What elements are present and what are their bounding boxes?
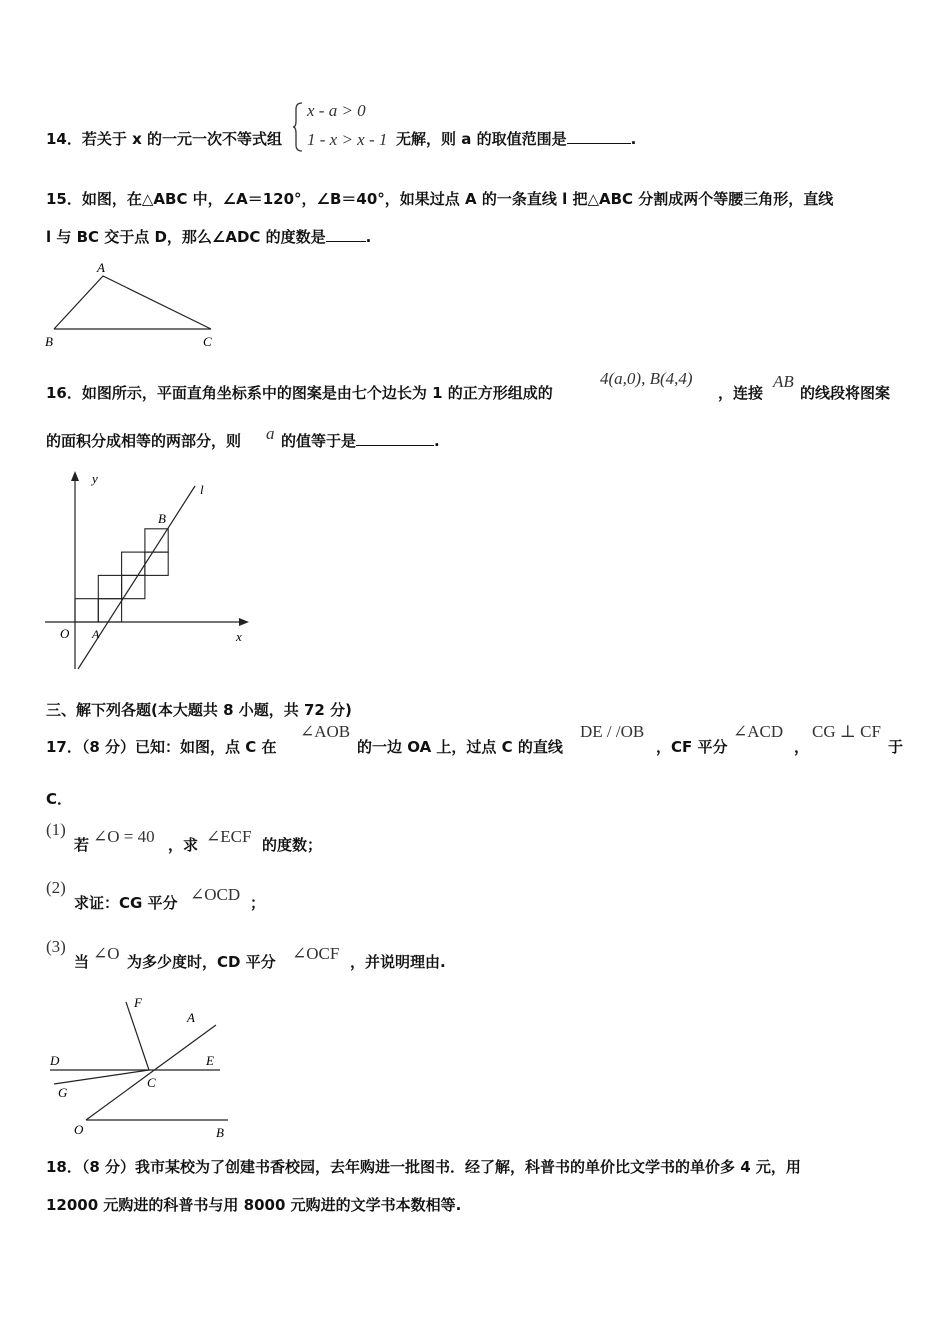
label-O: O <box>60 626 70 641</box>
label-B: B <box>45 334 53 349</box>
q15-line1: 15．如图，在△ABC 中，∠A＝120°，∠B＝40°，如果过点 A 的一条直线 l 把△ABC 分割成两个等腰三角形，直线 <box>46 190 834 208</box>
q17-sub1-c: 的度数； <box>262 836 323 854</box>
q17-cg-cf: CG ⊥ CF <box>812 722 881 741</box>
label-D: D <box>50 1053 60 1068</box>
q17-sub3-m1: ∠O <box>93 944 120 963</box>
label-F: F <box>134 995 142 1010</box>
label-A: A <box>92 627 100 641</box>
section-3-heading: 三、解下列各题(本大题共 8 小题，共 72 分) <box>46 701 352 719</box>
q16-text-c: 的线段将图案 <box>800 384 891 402</box>
q16-line2-a: 的面积分成相等的两部分，则 <box>46 432 242 450</box>
q15-line2: l 与 BC 交于点 D，那么∠ADC 的度数是 . <box>46 228 372 246</box>
q14-text-b: 无解，则 a 的取值范围是 . <box>396 130 637 148</box>
label-C: C <box>203 334 212 349</box>
label-A: A <box>187 1010 195 1025</box>
q14-text: 14．若关于 x 的一元一次不等式组 <box>46 130 282 148</box>
q17-tail: 于 <box>888 738 904 756</box>
label-B: B <box>216 1125 224 1140</box>
q17-sub3-c: ，并说明理由. <box>350 953 446 971</box>
q16-var-a: a <box>266 424 275 443</box>
ray-CF <box>126 1002 149 1070</box>
q14-system-line1: x - a > 0 <box>307 101 366 120</box>
ray-CG <box>54 1070 149 1084</box>
q17-sub3-num: (3) <box>46 937 66 956</box>
q17-sub1-num: (1) <box>46 820 66 839</box>
q17-sub1-m2: ∠ECF <box>206 827 252 846</box>
label-l: l <box>200 482 204 497</box>
q17-angle-acd: ∠ACD <box>733 722 784 741</box>
q16-points: 4(a,0), B(4,4) <box>600 369 693 388</box>
q17-comma: ， <box>794 738 810 756</box>
q17-angle-figure <box>40 990 240 1140</box>
q17-line2: C． <box>46 790 73 808</box>
q17-intro: 17．（8 分）已知：如图，点 C 在 <box>46 738 277 756</box>
label-y: y <box>92 471 98 486</box>
q16-line2-b: 的值等于是 . <box>281 432 440 450</box>
brace-icon <box>292 101 304 153</box>
line-l <box>78 486 195 669</box>
label-x: x <box>236 629 242 644</box>
ray-OA <box>86 1025 216 1120</box>
label-O: O <box>74 1122 84 1137</box>
y-arrow-icon <box>71 471 79 481</box>
q17-sub2-m: ∠OCD <box>190 885 241 904</box>
q17-mid1: 的一边 OA 上，过点 C 的直线 <box>357 738 563 756</box>
q17-sub2-a: 求证：CG 平分 <box>74 894 178 912</box>
q17-de-ob: DE / /OB <box>580 722 645 741</box>
label-B: B <box>158 511 166 526</box>
x-arrow-icon <box>239 618 249 626</box>
q16-text-a: 16．如图所示，平面直角坐标系中的图案是由七个边长为 1 的正方形组成的 <box>46 384 553 402</box>
q18-line1: 18．（8 分）我市某校为了创建书香校园，去年购进一批图书．经了解，科普书的单价比文学书的单价多 4 元，用 <box>46 1158 801 1176</box>
q17-sub3-b: 为多少度时，CD 平分 <box>127 953 276 971</box>
q17-sub3-a: 当 <box>74 953 90 971</box>
q17-sub1-b: ，求 <box>168 836 199 854</box>
q17-sub1-a: 若 <box>74 836 90 854</box>
q14-system-line2: 1 - x > x - 1 <box>307 130 388 149</box>
q17-angle-aob: ∠AOB <box>300 722 351 741</box>
q16-grid-figure <box>40 466 255 676</box>
label-C: C <box>147 1075 156 1090</box>
label-G: G <box>58 1085 68 1100</box>
q17-sub1-m1: ∠O = 40 <box>93 827 155 846</box>
q17-mid2: ，CF 平分 <box>656 738 728 756</box>
label-E: E <box>206 1053 214 1068</box>
q18-line2: 12000 元购进的科普书与用 8000 元购进的文学书本数相等. <box>46 1196 462 1214</box>
q17-sub2-num: (2) <box>46 878 66 897</box>
q17-sub3-m2: ∠OCF <box>292 944 340 963</box>
q15-triangle-figure <box>40 258 225 350</box>
q16-text-b: ，连接 <box>718 384 764 402</box>
label-A: A <box>97 260 105 275</box>
unit-squares <box>75 529 168 622</box>
q16-ab: AB <box>773 372 794 391</box>
q17-sub2-b: ； <box>250 894 266 912</box>
